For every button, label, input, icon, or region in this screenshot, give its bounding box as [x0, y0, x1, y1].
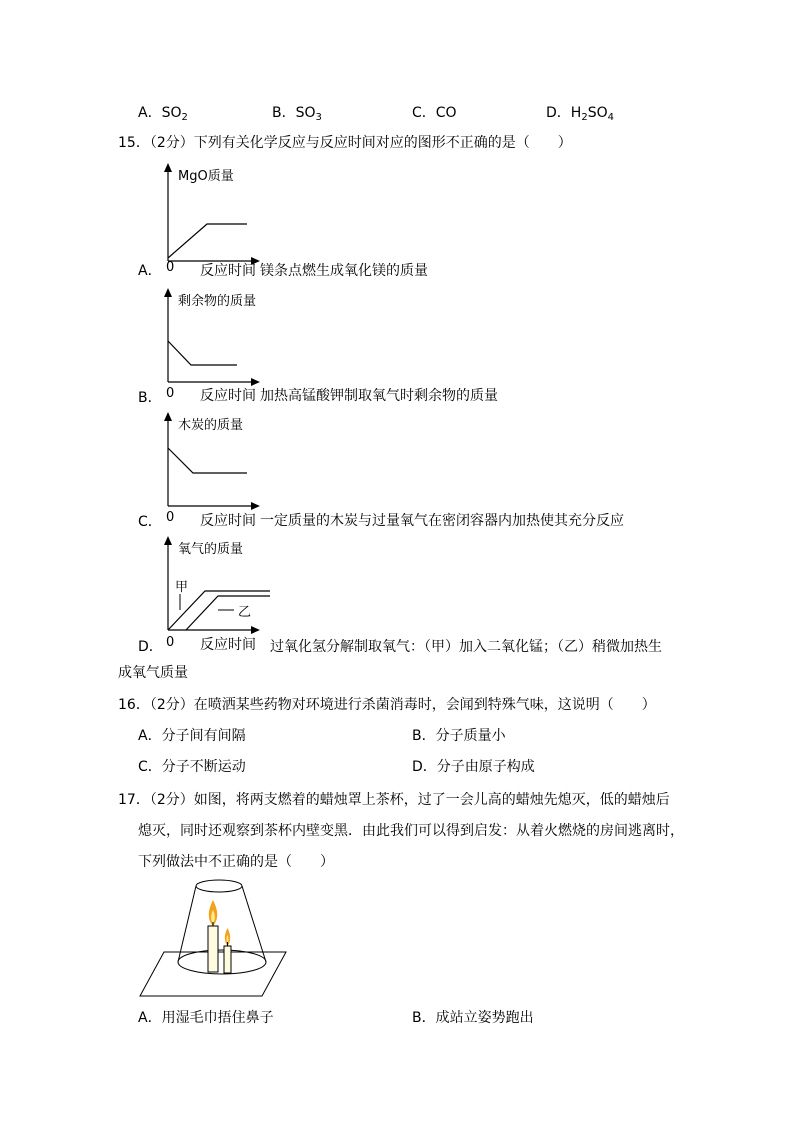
graph-d-curve-yi	[186, 596, 270, 630]
graph-c-xlabel: 反应时间	[200, 513, 256, 529]
q17-option-a[interactable]: A．用湿毛巾捂住鼻子	[138, 1010, 274, 1026]
graph-b-xlabel: 反应时间	[200, 388, 256, 404]
graph-c-x-arrow	[251, 502, 260, 510]
graph-d-xlabel: 反应时间	[200, 637, 256, 653]
cup-side-left	[178, 886, 196, 962]
q14-option-b-sub: 3	[315, 112, 322, 123]
q14-option-c[interactable]	[412, 103, 457, 123]
tall-candle	[208, 926, 218, 972]
graph-b-origin: 0	[166, 386, 175, 401]
q14-option-b[interactable]	[272, 103, 322, 123]
q14-option-a[interactable]	[138, 103, 188, 123]
q14-option-d-p2: SO	[587, 105, 608, 121]
graph-d-origin: 0	[166, 635, 175, 650]
q14-option-d-s1: 2	[581, 112, 588, 123]
graph-a-caption: 镁条点燃生成氧化镁的质量	[260, 263, 428, 279]
graph-d-y-arrow	[164, 536, 172, 545]
graph-d-label-yi: 乙	[238, 605, 252, 620]
q14-option-a-text: A．SO	[138, 105, 182, 121]
cup-side-right	[242, 886, 266, 962]
q14-option-b-text: B．SO	[272, 105, 316, 121]
graph-d-x-arrow	[251, 626, 260, 634]
graph-b-letter[interactable]: B．	[138, 390, 162, 406]
q14-option-d-p1: D．H	[546, 105, 582, 121]
graph-b-caption: 加热高锰酸钾制取氧气时剩余物的质量	[260, 388, 498, 404]
q17-option-b[interactable]: B．成站立姿势跑出	[412, 1010, 534, 1026]
graph-d-caption: 过氧化氢分解制取氧气：（甲）加入二氧化锰；（乙）稍微加热生	[270, 639, 662, 655]
q16-stem: 16．（2分）在喷洒某些药物对环境进行杀菌消毒时，会闻到特殊气味，这说明（ ）	[118, 697, 656, 713]
graph-a-letter[interactable]: A．	[138, 263, 162, 279]
graph-a-xlabel: 反应时间	[200, 263, 256, 279]
q16-option-a[interactable]: A．分子间有间隔	[138, 728, 246, 744]
graph-c-y-arrow	[164, 412, 172, 421]
graph-d-letter[interactable]: D．	[138, 639, 163, 655]
q14-option-d-s2: 4	[607, 112, 614, 123]
graph-a-origin: 0	[166, 260, 175, 275]
graph-b-curve	[168, 341, 237, 365]
graph-d-label-jia: 甲	[175, 580, 189, 595]
graph-c-origin: 0	[166, 510, 175, 525]
q16-option-d[interactable]: D．分子由原子构成	[412, 759, 535, 775]
candle-cup-illustration	[140, 878, 290, 998]
graph-c-caption: 一定质量的木炭与过量氧气在密闭容器内加热使其充分反应	[260, 513, 624, 529]
graph-d-caption-cont: 成氧气质量	[118, 665, 188, 681]
graph-a-ylabel: MgO质量	[178, 169, 234, 184]
q14-option-a-sub: 2	[181, 112, 188, 123]
graph-c-curve	[168, 448, 247, 473]
q15-stem: 15．（2分）下列有关化学反应与反应时间对应的图形不正确的是（ ）	[118, 135, 572, 151]
q14-option-d[interactable]	[546, 103, 614, 123]
q17-stem-line-1: 17．（2分）如图，将两支燃着的蜡烛罩上茶杯，过了一会儿高的蜡烛先熄灭，低的蜡烛后	[118, 792, 670, 808]
q16-option-c[interactable]: C．分子不断运动	[138, 759, 246, 775]
q17-stem-line-3: 下列做法中不正确的是（ ）	[138, 854, 334, 870]
q16-option-b[interactable]: B．分子质量小	[412, 728, 506, 744]
graph-b-x-arrow	[251, 378, 260, 386]
short-candle	[224, 946, 231, 973]
graph-c-ylabel: 木炭的质量	[178, 418, 244, 433]
graph-c-letter[interactable]: C．	[138, 514, 162, 530]
graph-b-ylabel: 剩余物的质量	[178, 294, 257, 309]
graph-a-y-arrow	[164, 163, 172, 172]
q14-option-c-text: C．CO	[412, 105, 457, 121]
cup-bottom	[196, 880, 242, 892]
q17-stem-line-2: 熄灭，同时还观察到茶杯内壁变黑．由此我们可以得到启发：从着火燃烧的房间逃离时，	[138, 823, 684, 839]
graph-d-ylabel: 氧气的质量	[178, 542, 244, 557]
graph-b-y-arrow	[164, 288, 172, 297]
graph-a-curve	[168, 224, 247, 258]
